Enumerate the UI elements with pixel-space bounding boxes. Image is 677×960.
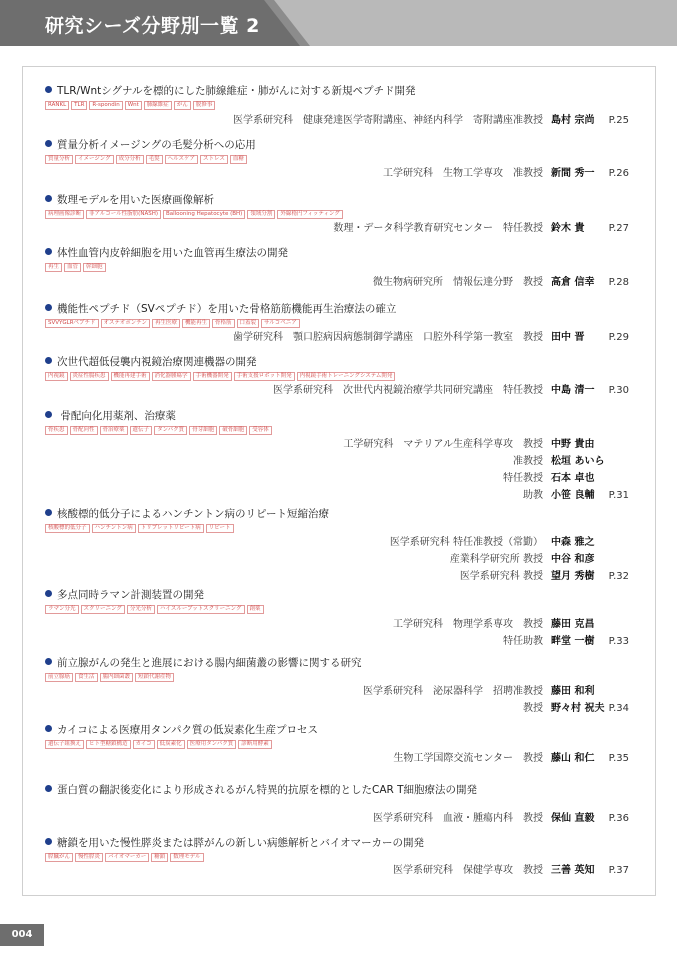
keyword-tag: 機能再建手術 <box>111 372 150 381</box>
keyword-tag: 肺線維症 <box>144 101 172 110</box>
researcher-line <box>45 112 635 129</box>
seed-entry <box>45 656 635 714</box>
entry-title <box>45 302 635 316</box>
keyword-tag: 骨疾患 <box>45 426 68 435</box>
researcher-name: 藤田 克昌 <box>551 619 595 630</box>
keyword-tag: 外線楕円フィッティング <box>277 210 343 219</box>
page-reference[interactable]: P.33 <box>608 636 629 647</box>
keyword-tags <box>45 155 635 165</box>
keyword-tag: 手術支援ロボット開発 <box>234 372 295 381</box>
keyword-tag: 短鎖代謝産物 <box>135 673 174 682</box>
affiliation: 助教 <box>523 490 543 501</box>
researcher-name: 藤山 和仁 <box>551 753 595 764</box>
affiliation: 工学研究科 物理学系専攻 教授 <box>393 619 543 630</box>
researcher-name: 高倉 信幸 <box>551 277 595 288</box>
keyword-tag: 炎症性腸疾患 <box>70 372 109 381</box>
keyword-tag: 手術機器開発 <box>193 372 232 381</box>
researcher-line <box>45 534 635 551</box>
page-reference[interactable]: P.36 <box>608 813 629 824</box>
entry-title <box>45 588 635 602</box>
keyword-tag: スクリーニング <box>81 605 125 614</box>
keyword-tags <box>45 319 635 329</box>
researcher-name: 田中 晋 <box>551 332 585 343</box>
keyword-tags <box>45 426 635 436</box>
page-reference[interactable]: P.37 <box>608 865 629 876</box>
entry-title-text: 体性血管内皮幹細胞を用いた血管再生療法の開発 <box>57 247 288 259</box>
researcher-block <box>45 683 635 717</box>
seed-entry <box>45 507 635 582</box>
affiliation: 生物工学国際交流センター 教授 <box>393 753 543 764</box>
keyword-tag: タンパク質 <box>154 426 187 435</box>
seed-entry <box>45 138 635 179</box>
header-accent <box>274 0 677 46</box>
researcher-line <box>45 329 635 346</box>
keyword-tag: 診断用酵素 <box>238 740 272 749</box>
seed-entry <box>45 783 635 824</box>
keyword-tag: 脱修事 <box>193 101 216 110</box>
keyword-tags <box>45 372 635 382</box>
keyword-tag: 骨治療薬 <box>100 426 128 435</box>
keyword-tag: リピート <box>206 524 234 533</box>
affiliation: 医学系研究科 次世代内視鏡治療学共同研究講座 特任教授 <box>273 385 543 396</box>
keyword-tag: 慢性膵炎 <box>75 853 103 862</box>
keyword-tag: 骨配向性 <box>70 426 98 435</box>
researcher-block <box>45 382 635 399</box>
researcher-line <box>45 487 635 504</box>
page-reference[interactable]: P.27 <box>608 223 629 234</box>
bullet-icon <box>45 658 52 665</box>
keyword-tag: 骨芽細胞 <box>189 426 217 435</box>
keyword-tag: 再生医療 <box>152 319 180 328</box>
keyword-tag: 膵臓がん <box>45 853 73 862</box>
researcher-name: 望月 秀樹 <box>551 571 595 582</box>
researcher-line <box>45 700 635 717</box>
affiliation: 歯学研究科 顎口腔病因病態制御学講座 口腔外科学第一教室 教授 <box>233 332 543 343</box>
keyword-tag: 遺伝子 <box>130 426 153 435</box>
keyword-tags <box>45 263 635 273</box>
entry-title <box>45 409 635 423</box>
seed-entry <box>45 836 635 876</box>
keyword-tag: トリプレットリピート病 <box>138 524 204 533</box>
keyword-tag: 内視鏡 <box>45 372 68 381</box>
researcher-block <box>45 274 635 291</box>
keyword-tag: RANKL <box>45 101 69 110</box>
researcher-line <box>45 568 635 585</box>
researcher-name: 中島 清一 <box>551 385 595 396</box>
affiliation: 工学研究科 生物工学専攻 准教授 <box>383 168 543 179</box>
affiliation: 微生物病研究所 情報伝達分野 教授 <box>373 277 543 288</box>
keyword-tags <box>45 101 635 111</box>
entry-title <box>45 84 635 98</box>
keyword-tag: 低炭素化 <box>157 740 185 749</box>
keyword-tag: Ballooning Hepatocyte (BH) <box>163 210 245 219</box>
keyword-tag: SVVYGLRペプチド <box>45 319 99 328</box>
affiliation: 医学系研究科 泌尿器科学 招聘准教授 <box>363 686 543 697</box>
keyword-tag: 口蓋裂 <box>237 319 260 328</box>
seed-entry <box>45 409 635 501</box>
bullet-icon <box>45 140 52 147</box>
keyword-tag: Wnt <box>125 101 142 110</box>
bullet-icon <box>45 195 52 202</box>
page-reference[interactable]: P.29 <box>608 332 629 343</box>
keyword-tag: 食生活 <box>75 673 98 682</box>
researcher-name: 中森 雅之 <box>551 537 595 548</box>
researcher-line <box>45 274 635 291</box>
entry-title-text: 質量分析イメージングの毛髪分析への応用 <box>57 139 256 151</box>
entry-title <box>45 246 635 260</box>
researcher-line <box>45 470 635 487</box>
page-reference[interactable]: P.25 <box>608 115 629 126</box>
keyword-tag: ヒト型糖鎖構造 <box>86 740 131 749</box>
researcher-name: 三善 英知 <box>551 865 595 876</box>
bullet-icon <box>45 785 52 792</box>
keyword-tag: 腸内細菌叢 <box>100 673 134 682</box>
keyword-tag: 骨格筋 <box>212 319 235 328</box>
researcher-name: 畔堂 一樹 <box>551 636 595 647</box>
entry-title <box>45 355 635 369</box>
keyword-tag: 非アルコール性脂肪(NASH) <box>86 210 161 219</box>
researcher-block <box>45 112 635 129</box>
keyword-tag: 遺伝子組換え <box>45 740 84 749</box>
researcher-line <box>45 220 635 237</box>
keyword-tag: 前立腺癌 <box>45 673 73 682</box>
keyword-tag: 創薬 <box>247 605 264 614</box>
researcher-block <box>45 165 635 182</box>
keyword-tag: 内視鏡手術トレーニングシステム開発 <box>297 372 396 381</box>
researcher-block <box>45 810 635 827</box>
affiliation: 工学研究科 マテリアル生産科学専攻 教授 <box>343 439 543 450</box>
keyword-tags <box>45 605 635 615</box>
entry-title-text: 核酸標的低分子によるハンチントン病のリピート短縮治療 <box>57 508 330 520</box>
entry-title-text: 数理モデルを用いた医療画像解析 <box>57 194 214 206</box>
keyword-tag: 数理モデル <box>170 853 203 862</box>
bullet-icon <box>45 86 52 93</box>
bullet-icon <box>45 357 52 364</box>
seed-entry <box>45 84 635 126</box>
affiliation: 医学系研究科 特任准教授（常勤） <box>389 537 543 548</box>
page-reference[interactable]: P.32 <box>608 571 629 582</box>
page-title: 研究シーズ分野別一覧 2 <box>45 15 260 37</box>
page-reference[interactable]: P.30 <box>608 385 629 396</box>
keyword-tag: 血管 <box>64 263 81 272</box>
entry-title <box>45 193 635 207</box>
seed-entry <box>45 246 635 288</box>
keyword-tag: カイコ <box>133 740 155 749</box>
entry-title <box>45 836 635 850</box>
researcher-line <box>45 382 635 399</box>
researcher-name: 藤田 和利 <box>551 686 595 697</box>
affiliation: 医学系研究科 教授 <box>459 571 543 582</box>
affiliation: 医学系研究科 血液・腫瘍内科 教授 <box>373 813 543 824</box>
researcher-block <box>45 862 635 879</box>
bullet-icon <box>45 509 52 516</box>
bullet-icon <box>45 304 52 311</box>
keyword-tag: オステオポンチン <box>101 319 150 328</box>
keyword-tag: R-spondin <box>89 101 122 110</box>
researcher-block <box>45 534 635 585</box>
keyword-tag: 糖鎖 <box>151 853 168 862</box>
researcher-block <box>45 436 635 504</box>
researcher-line <box>45 810 635 827</box>
entry-title-text: カイコによる医療用タンパク質の低炭素化生産プロセス <box>57 724 319 736</box>
researcher-line <box>45 633 635 650</box>
researcher-name: 中谷 和彦 <box>551 554 595 565</box>
seed-entry <box>45 723 635 764</box>
keyword-tag: がん <box>174 101 191 110</box>
keyword-tag: 領域分割 <box>247 210 275 219</box>
keyword-tag: ハイスループットスクリーニング <box>157 605 245 614</box>
page-number: 004 <box>0 924 44 946</box>
keyword-tags <box>45 673 635 683</box>
bullet-icon <box>45 838 52 845</box>
researcher-line <box>45 551 635 568</box>
page-reference[interactable]: P.31 <box>608 490 629 501</box>
entry-title-text: TLR/Wntシグナルを標的にした肺線維症・肺がんに対する新規ペプチド開発 <box>57 85 416 97</box>
bullet-icon <box>45 725 52 732</box>
keyword-tag: 病理画像診断 <box>45 210 84 219</box>
bullet-icon <box>45 411 52 418</box>
seed-entry <box>45 193 635 234</box>
researcher-name: 保仙 直毅 <box>551 813 595 824</box>
page-reference[interactable]: P.35 <box>608 753 629 764</box>
entry-title-text: 次世代超低侵襲内視鏡治療関連機器の開発 <box>57 356 257 368</box>
researcher-name: 鈴木 貴 <box>551 223 585 234</box>
keyword-tag: サルコペニア <box>261 319 300 328</box>
researcher-line <box>45 750 635 767</box>
affiliation: 特任教授 <box>503 473 543 484</box>
keyword-tag: ストレス <box>200 155 228 164</box>
keyword-tag: 分光分析 <box>127 605 155 614</box>
affiliation: 医学系研究科 保健学専攻 教授 <box>393 865 543 876</box>
affiliation: 数理・データ科学教育研究センター 特任教授 <box>333 223 543 234</box>
page-reference[interactable]: P.34 <box>608 703 629 714</box>
researcher-name: 新間 秀一 <box>551 168 595 179</box>
entry-title-text: 蛋白質の翻訳後変化により形成されるがん特異的抗原を標的としたCAR T細胞療法の開発 <box>57 784 478 796</box>
affiliation: 准教授 <box>513 456 543 467</box>
researcher-line <box>45 436 635 453</box>
keyword-tag: 医療用タンパク質 <box>187 740 237 749</box>
keyword-tag: 成分分析 <box>116 155 144 164</box>
affiliation: 医学系研究科 健康発達医学寄附講座、神経内科学 寄附講座准教授 <box>233 115 543 126</box>
page-reference[interactable]: P.26 <box>608 168 629 179</box>
affiliation: 産業科学研究所 教授 <box>449 554 543 565</box>
keyword-tag: 消化器腫瘍学 <box>152 372 191 381</box>
keyword-tag: ハンチントン病 <box>92 524 136 533</box>
page-header <box>0 0 677 46</box>
researcher-name: 野々村 祝夫 <box>551 703 605 714</box>
entry-title-text: 糖鎖を用いた慢性膵炎または膵がんの新しい病態解析とバイオマーカーの開発 <box>57 837 424 849</box>
seed-entry <box>45 302 635 343</box>
entry-title <box>45 783 635 797</box>
keyword-tag: 質量分析 <box>45 155 73 164</box>
researcher-line <box>45 683 635 700</box>
entry-title <box>45 138 635 152</box>
keyword-tag: 毛髪 <box>146 155 163 164</box>
researcher-line <box>45 165 635 182</box>
researcher-name: 石本 卓也 <box>551 473 595 484</box>
keyword-tag: 血糖 <box>230 155 247 164</box>
researcher-line <box>45 862 635 879</box>
entry-title-text: 前立腺がんの発生と進展における腸内細菌叢の影響に関する研究 <box>57 657 362 669</box>
researcher-block <box>45 220 635 237</box>
keyword-tag: 幹細胞 <box>83 263 106 272</box>
keyword-tags <box>45 740 635 750</box>
bullet-icon <box>45 590 52 597</box>
researcher-name: 松垣 あいら <box>551 456 605 467</box>
researcher-block <box>45 750 635 767</box>
entry-title-text: 機能性ペプチド（SVペプチド）を用いた骨格筋筋機能再生治療法の確立 <box>57 303 397 315</box>
bullet-icon <box>45 248 52 255</box>
entry-title <box>45 656 635 670</box>
keyword-tag: 受容体 <box>249 426 272 435</box>
keyword-tag: バイオマーカー <box>105 853 149 862</box>
researcher-name: 中野 貴由 <box>551 439 595 450</box>
entry-title <box>45 507 635 521</box>
researcher-name: 小笹 良輔 <box>551 490 595 501</box>
keyword-tag: 機能再生 <box>182 319 210 328</box>
researcher-block <box>45 329 635 346</box>
keyword-tag: 核酸標的低分子 <box>45 524 90 533</box>
affiliation: 特任助教 <box>503 636 543 647</box>
page-reference[interactable]: P.28 <box>608 277 629 288</box>
researcher-line <box>45 616 635 633</box>
affiliation: 教授 <box>523 703 543 714</box>
keyword-tags <box>45 210 635 220</box>
researcher-name: 島村 宗尚 <box>551 115 595 126</box>
seed-entry <box>45 355 635 396</box>
keyword-tag: 再生 <box>45 263 62 272</box>
entry-title-text: 多点同時ラマン計測装置の開発 <box>57 589 204 601</box>
entry-title-text: 骨配向化用薬剤、治療薬 <box>57 410 176 422</box>
keyword-tag: 破骨細胞 <box>219 426 247 435</box>
seed-entry <box>45 588 635 647</box>
researcher-line <box>45 453 635 470</box>
keyword-tags <box>45 800 635 810</box>
entry-title <box>45 723 635 737</box>
researcher-block <box>45 616 635 650</box>
keyword-tag: イメージング <box>75 155 114 164</box>
keyword-tags <box>45 524 635 534</box>
keyword-tag: ヘルスケア <box>165 155 198 164</box>
keyword-tag: TLR <box>71 101 87 110</box>
keyword-tag: ラマン分光 <box>45 605 79 614</box>
